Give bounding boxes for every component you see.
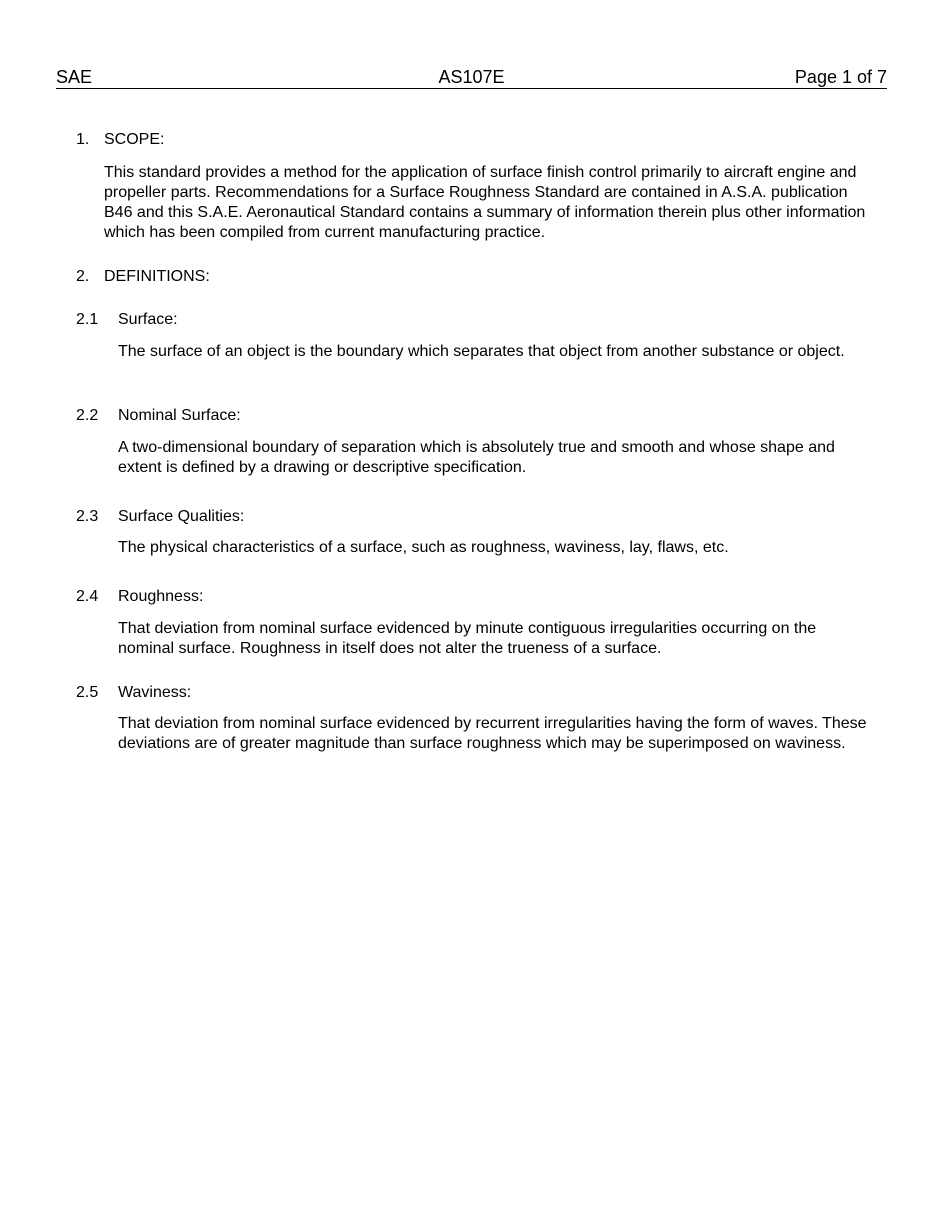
section-1-body: This standard provides a method for the application of surface finish control primarily to aircraft engine and propeller parts. Recommendations for a Surface Roughness Standard are contained in A.S.A. publication B46 and this S.A.E. Aeronautical Standard contains a summary of information therein plus other information which has been compiled from current manufacturing practice. <box>104 164 866 241</box>
section-2-1-title: Surface: <box>118 311 178 328</box>
section-2-number: 2. <box>76 268 90 285</box>
section-2-5-body: That deviation from nominal surface evidenced by recurrent irregularities having the form of waves. These deviations are of greater magnitude than surface roughness which may be superimposed on waviness. <box>118 715 867 752</box>
section-2-3-title: Surface Qualities: <box>118 508 245 525</box>
section-1-number: 1. <box>76 131 90 148</box>
section-1-title: SCOPE: <box>104 131 165 148</box>
section-2-1-number: 2.1 <box>76 311 99 328</box>
section-2-title: DEFINITIONS: <box>104 268 210 285</box>
header-page-number: Page 1 of 7 <box>794 67 887 87</box>
page-header <box>56 66 887 89</box>
section-2-3-body: The physical characteristics of a surface, such as roughness, waviness, lay, flaws, etc. <box>118 539 729 556</box>
section-2-2-title: Nominal Surface: <box>118 407 241 424</box>
section-2-2-body: A two-dimensional boundary of separation which is absolutely true and smooth and whose shape and extent is defined by a drawing or descriptive specification. <box>118 439 835 476</box>
section-2-1-body: The surface of an object is the boundary which separates that object from another substance or object. <box>118 343 845 360</box>
section-2-3-number: 2.3 <box>76 508 99 525</box>
section-2-5-title: Waviness: <box>118 684 192 701</box>
section-2-5-number: 2.5 <box>76 684 99 701</box>
header-organization: SAE <box>56 67 93 87</box>
section-2-2-number: 2.2 <box>76 407 99 424</box>
section-2-4-title: Roughness: <box>118 588 204 605</box>
section-2-4-body: That deviation from nominal surface evidenced by minute contiguous irregularities occurring on the nominal surface. Roughness in itself does not alter the trueness of a surface. <box>118 620 817 657</box>
header-document-number: AS107E <box>438 67 505 87</box>
section-2-4-number: 2.4 <box>76 588 99 605</box>
